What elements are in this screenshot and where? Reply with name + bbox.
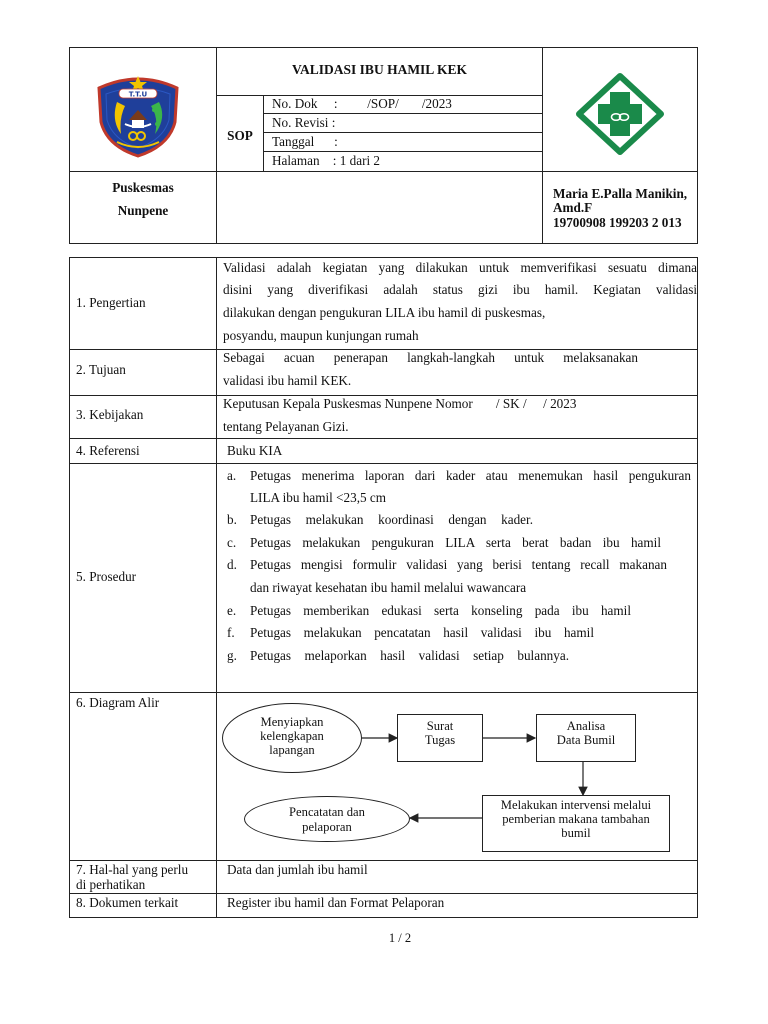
kebijakan-line: tentang Pelayanan Gizi.	[223, 419, 349, 434]
pengertian-line: Validasi adalah kegiatan yang dilakukan untuk memverifikasi sesuatu dimana	[223, 260, 697, 275]
signatory-title: Amd.F	[553, 200, 593, 215]
flow-node-text: bumil	[561, 826, 591, 840]
flow-node-text: kelengkapan	[260, 729, 324, 743]
doc-number: No. Dok : /SOP/ /2023	[272, 96, 452, 111]
tujuan-line: Sebagai acuan penerapan langkah-langkah untuk melaksanakan	[223, 350, 638, 365]
pengertian-line: posyandu, maupun kunjungan rumah	[223, 328, 419, 343]
pengertian-line: dilakukan dengan pengukuran LILA ibu hamil di puskesmas,	[223, 305, 546, 320]
signatory-name: Maria E.Palla Manikin,	[553, 186, 688, 201]
section-label-dokumen: 8. Dokumen terkait	[76, 895, 179, 910]
puskesmas-name-line2: Nunpene	[117, 203, 169, 218]
hal-hal-text: Data dan jumlah ibu hamil	[227, 862, 368, 877]
prosedur-marker: d.	[227, 557, 237, 572]
prosedur-marker: f.	[227, 625, 235, 640]
flow-node-pencatatan	[244, 796, 410, 842]
flow-node-text: Analisa	[566, 719, 606, 733]
flow-node-text: Surat	[426, 719, 454, 733]
flow-node-text: lapangan	[269, 743, 315, 757]
kebijakan-line: Keputusan Kepala Puskesmas Nunpene Nomor / SK / / 2023	[223, 396, 577, 411]
revision-number: No. Revisi :	[272, 115, 336, 130]
flow-node-text: pemberian makana tambahan	[502, 812, 650, 826]
prosedur-marker: g.	[227, 648, 237, 663]
flow-node-text: pelaporan	[302, 820, 352, 834]
section-label-prosedur: 5. Prosedur	[76, 569, 137, 584]
flow-node-text: Data Bumil	[556, 733, 616, 747]
prosedur-line: Petugas menerima laporan dari kader atau menemukan hasil pengukuran	[250, 468, 691, 483]
signatory-nip: 19700908 199203 2 013	[553, 215, 682, 230]
prosedur-line: Petugas melakukan pengukuran LILA serta berat badan ibu hamil	[250, 535, 661, 550]
section-label-referensi: 4. Referensi	[76, 443, 140, 458]
referensi-text: Buku KIA	[227, 443, 283, 458]
prosedur-marker: c.	[227, 535, 237, 550]
puskesmas-name-line1: Puskesmas	[112, 180, 174, 195]
section-label-diagram: 6. Diagram Alir	[76, 695, 160, 710]
issue-date: Tanggal :	[272, 134, 338, 149]
dokumen-text: Register ibu hamil dan Format Pelaporan	[227, 895, 445, 910]
page-info: Halaman : 1 dari 2	[272, 153, 381, 168]
prosedur-marker: e.	[227, 603, 237, 618]
section-label-hal-hal: 7. Hal-hal yang perlu	[76, 862, 189, 877]
section-label-pengertian: 1. Pengertian	[76, 295, 146, 310]
pengertian-line: disini yang diverifikasi adalah status gizi ibu hamil. Kegiatan validasi	[223, 282, 697, 297]
flow-node-text: Melakukan intervensi melalui	[500, 798, 652, 812]
section-label-hal-hal-cont: di perhatikan	[76, 877, 146, 892]
prosedur-marker: a.	[227, 468, 237, 483]
page-number: 1 / 2	[388, 931, 412, 945]
prosedur-line: Petugas melakukan koordinasi dengan kader.	[250, 512, 533, 527]
prosedur-line: Petugas mengisi formulir validasi yang berisi tentang recall makanan	[250, 557, 667, 572]
prosedur-marker: b.	[227, 512, 237, 527]
flow-node-text: Menyiapkan	[260, 715, 324, 729]
logo-text: T.T.U	[128, 90, 148, 99]
section-label-kebijakan: 3. Kebijakan	[76, 407, 144, 422]
prosedur-line: Petugas melaporkan hasil validasi setiap bulannya.	[250, 648, 569, 663]
document-title: VALIDASI IBU HAMIL KEK	[292, 62, 467, 77]
prosedur-line: Petugas melakukan pencatatan hasil validasi ibu hamil	[250, 625, 594, 640]
prosedur-line: LILA ibu hamil <23,5 cm	[250, 490, 386, 505]
prosedur-line: Petugas memberikan edukasi serta konseling pada ibu hamil	[250, 603, 631, 618]
flow-node-text: Tugas	[424, 733, 456, 747]
prosedur-line: dan riwayat kesehatan ibu hamil melalui wawancara	[250, 580, 527, 595]
section-label-tujuan: 2. Tujuan	[76, 362, 126, 377]
flow-node-text: Pencatatan dan	[289, 805, 365, 819]
tujuan-line: validasi ibu hamil KEK.	[223, 373, 352, 388]
sop-label: SOP	[227, 128, 253, 143]
